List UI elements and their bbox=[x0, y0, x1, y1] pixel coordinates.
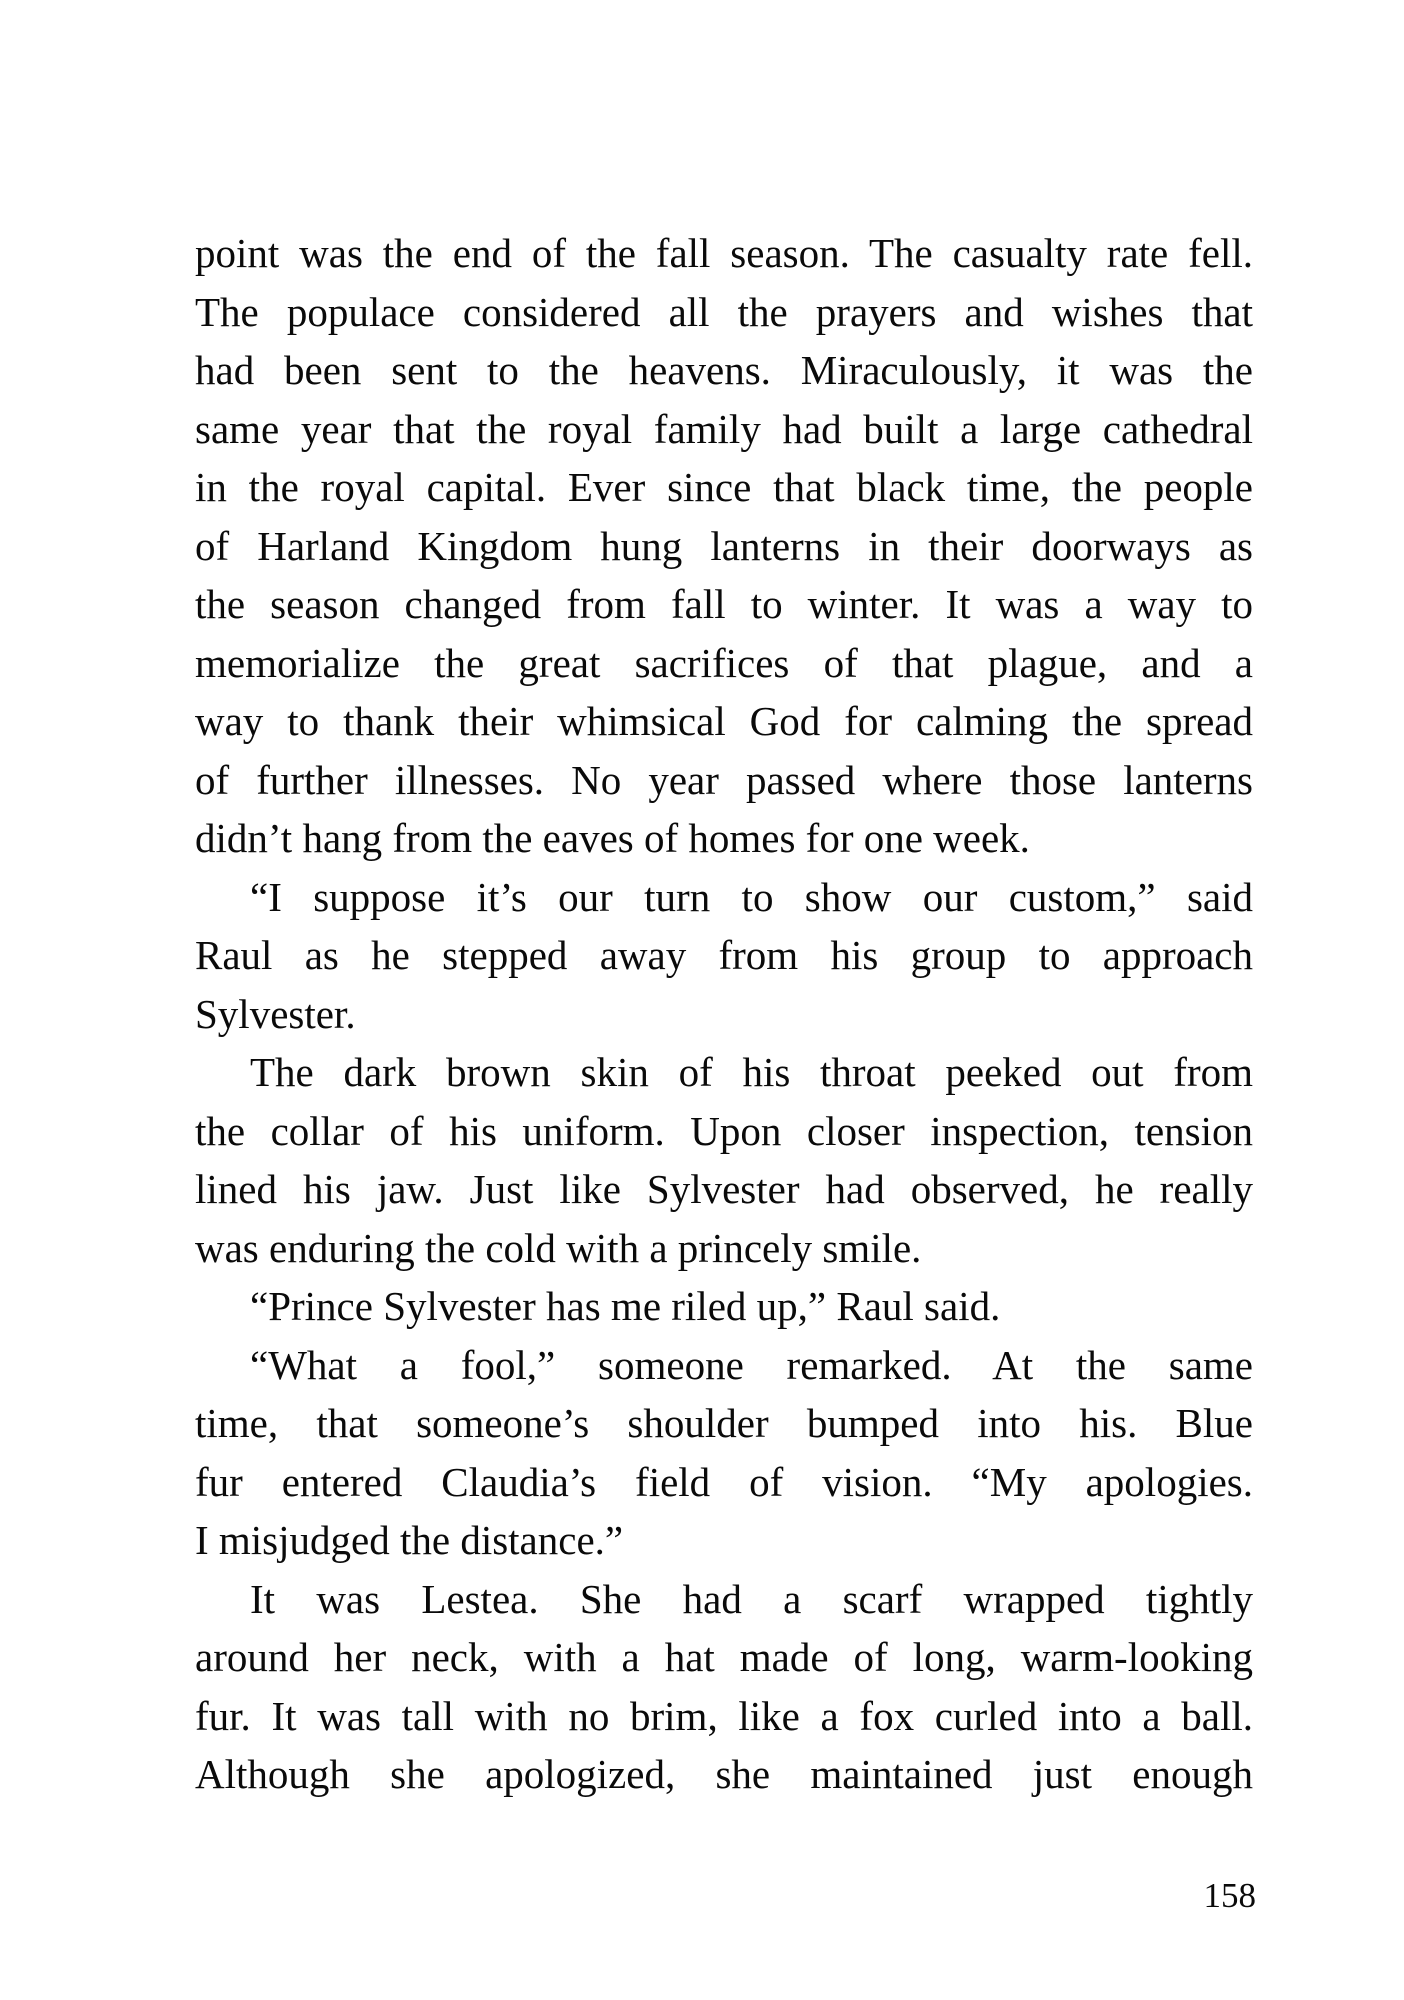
page-number: 158 bbox=[1203, 1876, 1256, 1915]
text-line: the collar of his uniform. Upon closer inspection, tension bbox=[195, 1107, 1253, 1154]
text-line: lined his jaw. Just like Sylvester had observed, he really bbox=[195, 1166, 1253, 1212]
text-line: of further illnesses. No year passed where those lanterns bbox=[195, 756, 1253, 803]
text-line: Sylvester. bbox=[195, 990, 356, 1037]
text-line: way to thank their whimsical God for calming the spread bbox=[195, 698, 1253, 744]
body-text bbox=[195, 224, 1253, 1804]
text-line: “Prince Sylvester has me riled up,” Raul said. bbox=[250, 1283, 1001, 1329]
text-line: “I suppose it’s our turn to show our custom,” said bbox=[250, 873, 1253, 920]
text-line: the season changed from fall to winter. It was a way to bbox=[195, 581, 1253, 627]
text-line: point was the end of the fall season. The casualty rate fell. bbox=[195, 230, 1253, 276]
text-line: time, that someone’s shoulder bumped into his. Blue bbox=[195, 1400, 1253, 1446]
text-line: memorialize the great sacrifices of that plague, and a bbox=[195, 639, 1253, 686]
text-line: It was Lestea. She had a scarf wrapped tightly bbox=[250, 1575, 1253, 1622]
text-line: Raul as he stepped away from his group to approach bbox=[195, 932, 1253, 978]
text-line: had been sent to the heavens. Miraculously, it was the bbox=[195, 347, 1253, 393]
text-line: in the royal capital. Ever since that black time, the people bbox=[195, 464, 1253, 510]
text-line: around her neck, with a hat made of long, warm-looking bbox=[195, 1634, 1253, 1680]
text-line: I misjudged the distance.” bbox=[195, 1517, 624, 1563]
text-line: “What a fool,” someone remarked. At the same bbox=[250, 1341, 1253, 1388]
text-line: of Harland Kingdom hung lanterns in their doorways as bbox=[195, 522, 1253, 569]
text-line: was enduring the cold with a princely smile. bbox=[195, 1224, 922, 1271]
text-line: fur entered Claudia’s field of vision. “My apologies. bbox=[195, 1458, 1253, 1505]
text-line: The populace considered all the prayers and wishes that bbox=[195, 288, 1253, 335]
text-line: same year that the royal family had built a large cathedral bbox=[195, 405, 1253, 452]
text-line: fur. It was tall with no brim, like a fox curled into a ball. bbox=[195, 1692, 1253, 1739]
text-line: Although she apologized, she maintained just enough bbox=[195, 1751, 1253, 1797]
text-line: didn’t hang from the eaves of homes for one week. bbox=[195, 815, 1030, 861]
text-line: The dark brown skin of his throat peeked out from bbox=[250, 1049, 1253, 1095]
